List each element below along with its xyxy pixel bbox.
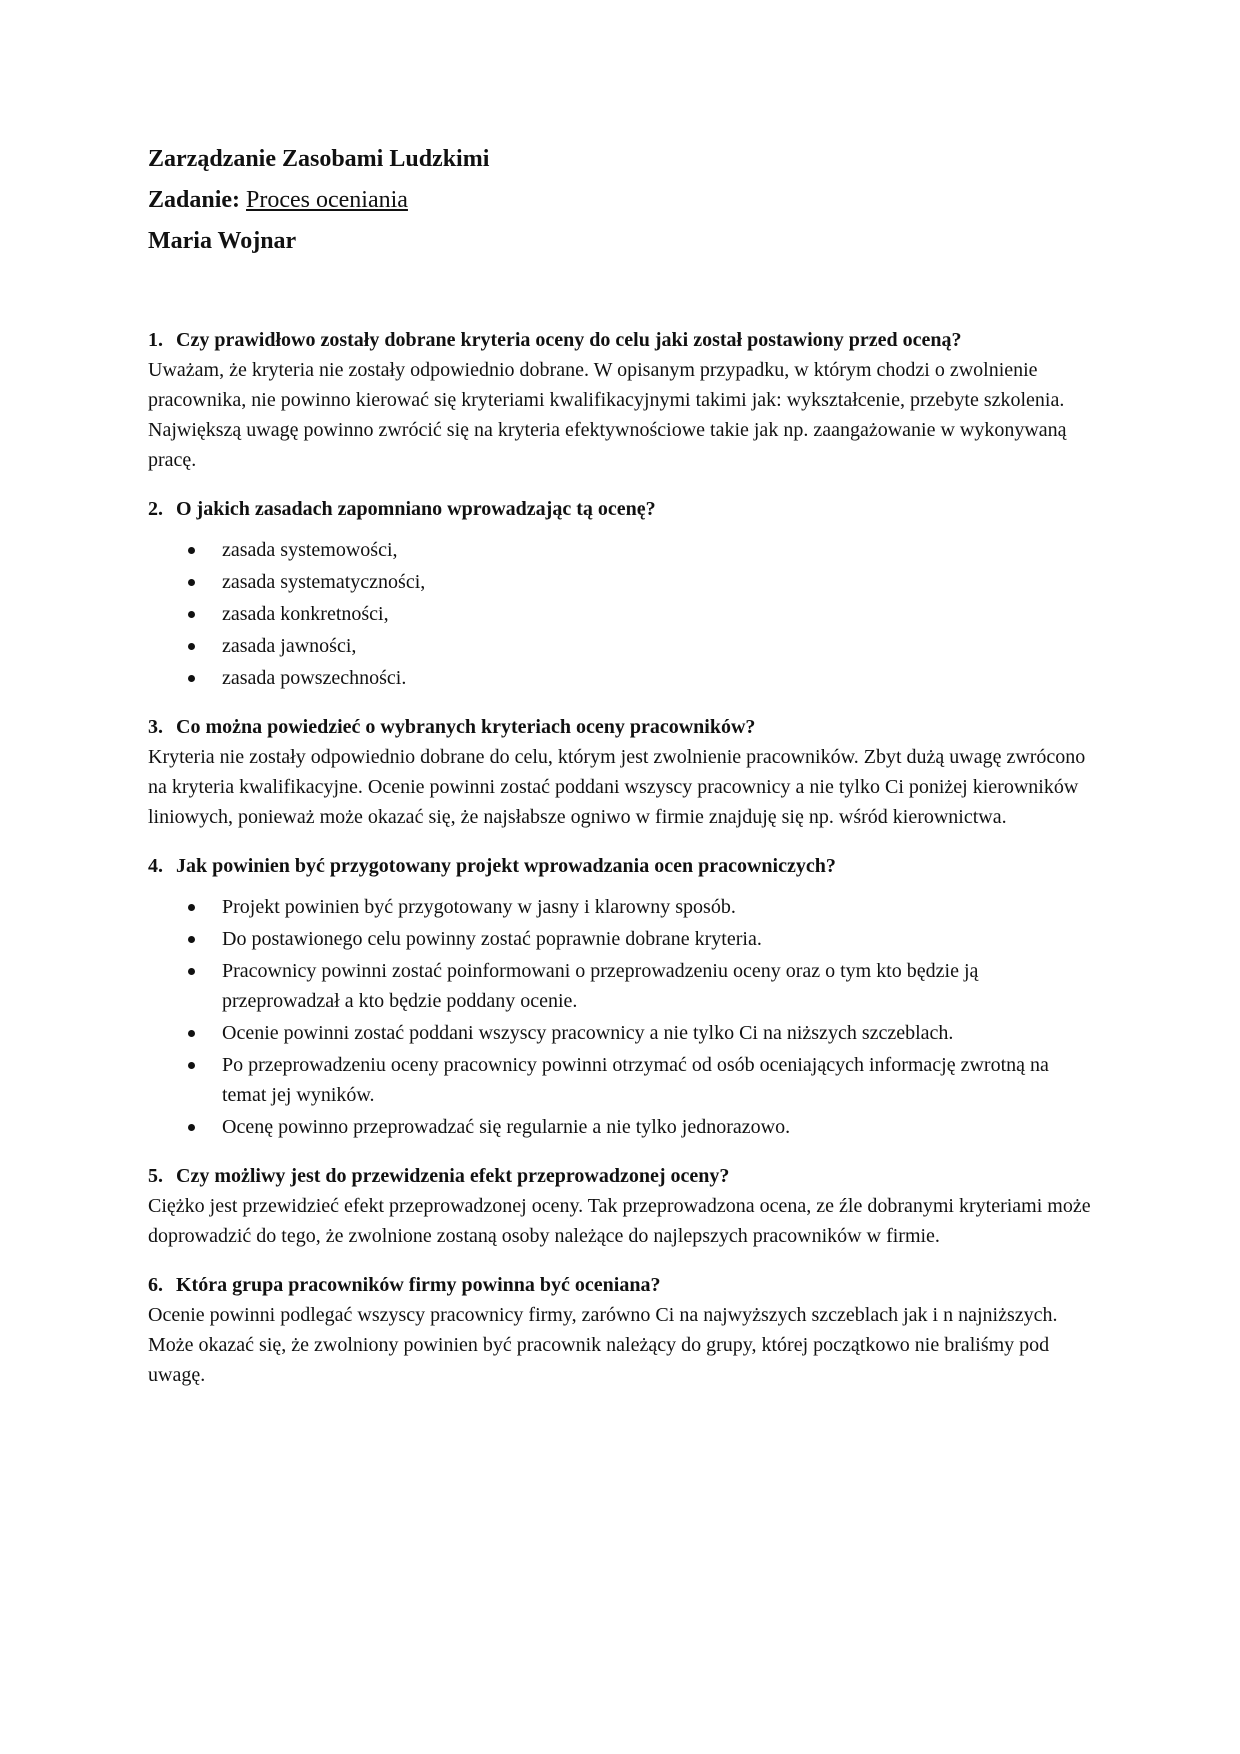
answer-6: Ocenie powinni podlegać wszyscy pracownicy firmy, zarówno Ci na najwyższych szczeblach jak i n najniższych. Może okazać się, że zwolniony powinien być pracownik należący do grupy, której początkowo nie braliśmy pod uwagę.	[148, 1304, 1058, 1386]
list-item-text: Projekt powinien być przygotowany w jasny i klarowny sposób.	[222, 896, 736, 918]
question-number: 2.	[148, 498, 163, 520]
task-line	[148, 185, 1098, 215]
question-text: O jakich zasadach zapomniano wprowadzając tą ocenę?	[176, 498, 656, 520]
question-number: 5.	[148, 1165, 163, 1187]
list-item-text: zasada systemowości,	[222, 539, 398, 561]
question-6	[148, 1270, 1098, 1300]
question-number: 4.	[148, 855, 163, 877]
header-spacer	[148, 267, 1098, 325]
bullet-list-2	[148, 535, 1098, 693]
question-text: Czy możliwy jest do przewidzenia efekt przeprowadzonej oceny?	[176, 1165, 730, 1187]
question-section-2	[148, 494, 1098, 693]
question-section-5	[148, 1161, 1098, 1251]
bullet-icon	[188, 611, 195, 618]
question-number: 3.	[148, 716, 163, 738]
answer-3: Kryteria nie zostały odpowiednio dobrane do celu, którym jest zwolnienie pracowników. Zbyt dużą uwagę zwrócono na kryteria kwalifikacyjne. Ocenie powinni zostać poddani wszyscy pracownicy a nie tylko Ci poniżej kierowników liniowych, ponieważ może okazać się, że najsłabsze ogniwo w firmie znajduję się np. wśród kierownictwa.	[148, 746, 1086, 828]
list-item	[148, 1018, 1098, 1048]
bullet-icon	[188, 675, 195, 682]
question-number: 1.	[148, 329, 163, 351]
question-3	[148, 712, 1098, 742]
question-text: Jak powinien być przygotowany projekt wprowadzania ocen pracowniczych?	[176, 855, 836, 877]
list-item-text: zasada jawności,	[222, 635, 357, 657]
list-item-text: zasada konkretności,	[222, 603, 389, 625]
course-title: Zarządzanie Zasobami Ludzkimi	[148, 146, 490, 172]
list-item	[148, 631, 1098, 661]
list-item	[148, 663, 1098, 693]
question-text: Czy prawidłowo zostały dobrane kryteria oceny do celu jaki został postawiony przed oceną?	[176, 329, 962, 351]
question-section-6	[148, 1270, 1098, 1390]
task-value: Proces oceniania	[246, 187, 408, 213]
document-content	[148, 144, 1098, 1409]
bullet-icon	[188, 1062, 195, 1069]
list-item-text: zasada systematyczności,	[222, 571, 426, 593]
list-item-text: Pracownicy powinni zostać poinformowani o przeprowadzeniu oceny oraz o tym kto będzie ją przeprowadzał a kto będzie poddany ocenie.	[222, 960, 979, 1012]
bullet-icon	[188, 904, 195, 911]
list-item	[148, 892, 1098, 922]
bullet-icon	[188, 1030, 195, 1037]
bullet-icon	[188, 643, 195, 650]
bullet-icon	[188, 936, 195, 943]
answer-1: Uważam, że kryteria nie zostały odpowiednio dobrane. W opisanym przypadku, w którym chodzi o zwolnienie pracownika, nie powinno kierować się kryteriami kwalifikacyjnymi takimi jak: wykształcenie, przebyte szkolenia. Największą uwagę powinno zwrócić się na kryteria efektywnościowe takie jak np. zaangażowanie w wykonywaną pracę.	[148, 359, 1067, 471]
question-4	[148, 851, 1098, 881]
list-item-text: Po przeprowadzeniu oceny pracownicy powinni otrzymać od osób oceniających informację zwrotną na temat jej wyników.	[222, 1054, 1049, 1106]
bullet-icon	[188, 1124, 195, 1131]
list-item	[148, 535, 1098, 565]
author-name: Maria Wojnar	[148, 228, 297, 254]
list-item	[148, 567, 1098, 597]
list-item	[148, 924, 1098, 954]
bullet-icon	[188, 968, 195, 975]
question-5	[148, 1161, 1098, 1191]
answer-5: Ciężko jest przewidzieć efekt przeprowadzonej oceny. Tak przeprowadzona ocena, ze źle dobranymi kryteriami może doprowadzić do tego, że zwolnione zostaną osoby należące do najlepszych pracowników w firmie.	[148, 1195, 1091, 1247]
bullet-list-4	[148, 892, 1098, 1142]
list-item	[148, 599, 1098, 629]
question-1	[148, 325, 1098, 355]
list-item-text: Do postawionego celu powinny zostać poprawnie dobrane kryteria.	[222, 928, 762, 950]
question-text: Która grupa pracowników firmy powinna być oceniana?	[176, 1274, 661, 1296]
question-2	[148, 494, 1098, 524]
question-number: 6.	[148, 1274, 163, 1296]
list-item-text: zasada powszechności.	[222, 667, 407, 689]
list-item-text: Ocenie powinni zostać poddani wszyscy pracownicy a nie tylko Ci na niższych szczeblach.	[222, 1022, 954, 1044]
task-label: Zadanie:	[148, 187, 241, 213]
question-section-4	[148, 851, 1098, 1142]
list-item-text: Ocenę powinno przeprowadzać się regularnie a nie tylko jednorazowo.	[222, 1116, 791, 1138]
question-text: Co można powiedzieć o wybranych kryteriach oceny pracowników?	[176, 716, 756, 738]
bullet-icon	[188, 579, 195, 586]
question-section-3	[148, 712, 1098, 832]
question-section-1	[148, 325, 1098, 475]
list-item	[148, 1050, 1098, 1110]
bullet-icon	[188, 547, 195, 554]
list-item	[148, 1112, 1098, 1142]
list-item	[148, 956, 1098, 1016]
